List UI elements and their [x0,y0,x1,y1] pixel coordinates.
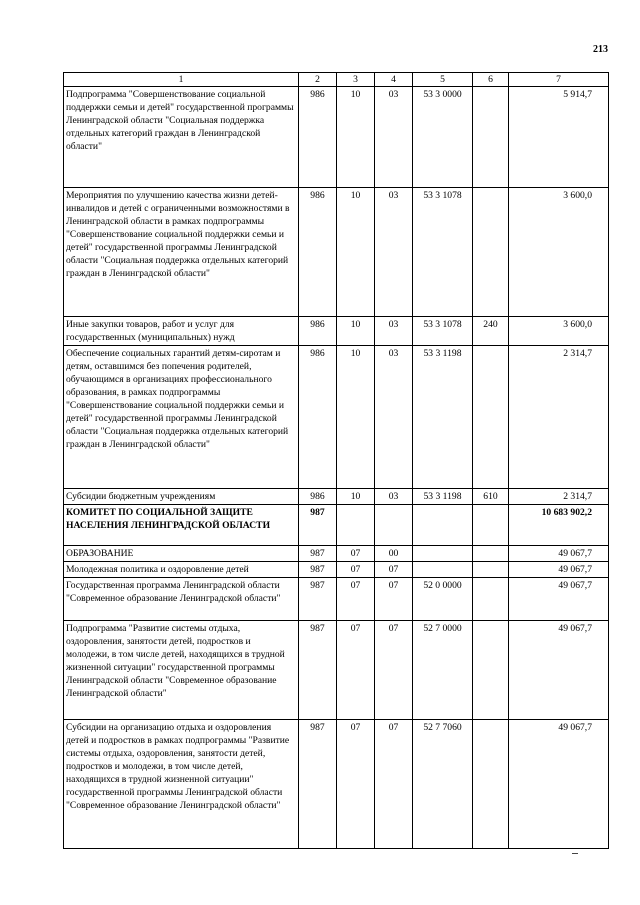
code-cell: 53 3 1078 [413,317,473,346]
column-header: 3 [337,73,375,87]
header-row [64,73,609,87]
code-cell [413,546,473,562]
table-row [64,87,609,188]
code-cell [337,505,375,546]
code-cell [473,87,509,188]
code-cell: 53 3 1198 [413,346,473,489]
row-name-cell: Субсидии на организацию отдыха и оздоровления детей и подростков в рамках подпрограммы "Развитие системы отдыха, оздоровления, занятости детей, подростков и молодежи, в том числе детей, находящихся в трудной жизненной ситуации" государственной программы Ленинградской области "Современное образование Ленинградской области" [64,720,299,849]
table-row [64,546,609,562]
code-cell [473,188,509,317]
code-cell [473,578,509,621]
column-header: 1 [64,73,299,87]
code-cell: 10 [337,346,375,489]
code-cell: 07 [337,621,375,720]
column-header: 7 [509,73,609,87]
code-cell: 07 [375,562,413,578]
amount-cell: 10 683 902,2 [509,505,609,546]
column-header: 6 [473,73,509,87]
amount-cell: 49 067,7 [509,562,609,578]
code-cell [473,562,509,578]
code-cell [375,505,413,546]
amount-cell: 5 914,7 [509,87,609,188]
code-cell: 987 [299,720,337,849]
code-cell: 07 [337,578,375,621]
code-cell: 986 [299,346,337,489]
amount-cell: 3 600,0 [509,188,609,317]
column-header: 5 [413,73,473,87]
code-cell: 03 [375,87,413,188]
table-row [64,505,609,546]
code-cell: 00 [375,546,413,562]
code-cell: 52 7 0000 [413,621,473,720]
column-header: 2 [299,73,337,87]
amount-cell: 49 067,7 [509,720,609,849]
row-name-cell: КОМИТЕТ ПО СОЦИАЛЬНОЙ ЗАЩИТЕ НАСЕЛЕНИЯ ЛЕНИНГРАДСКОЙ ОБЛАСТИ [64,505,299,546]
code-cell: 987 [299,546,337,562]
row-name-cell: Подпрограмма "Развитие системы отдыха, оздоровления, занятости детей, подростков и молодежи, в том числе детей, находящихся в трудной жизненной ситуации" государственной программы Ленинградской области "Современное образование Ленинградской области" [64,621,299,720]
table-row [64,346,609,489]
table-row [64,317,609,346]
row-name-cell: Молодежная политика и оздоровление детей [64,562,299,578]
code-cell: 07 [375,720,413,849]
code-cell: 987 [299,562,337,578]
code-cell: 610 [473,489,509,505]
code-cell: 10 [337,188,375,317]
code-cell [413,562,473,578]
code-cell: 53 3 1078 [413,188,473,317]
row-name-cell: Подпрограмма "Совершенствование социальной поддержки семьи и детей" государственной программы Ленинградской области "Социальная поддержка отдельных категорий граждан в Ленинградской области" [64,87,299,188]
code-cell: 07 [375,621,413,720]
code-cell: 07 [375,578,413,621]
row-name-cell: Государственная программа Ленинградской области "Современное образование Ленинградской области" [64,578,299,621]
code-cell: 10 [337,87,375,188]
code-cell: 03 [375,188,413,317]
budget-table [63,72,609,849]
code-cell: 987 [299,505,337,546]
code-cell [413,505,473,546]
code-cell: 986 [299,188,337,317]
row-name-cell: Мероприятия по улучшению качества жизни детей-инвалидов и детей с ограниченными возможностями в Ленинградской области в рамках подпрограммы "Совершенствование социальной поддержки семьи и детей" государственной программы Ленинградской области "Социальная поддержка отдельных категорий граждан в Ленинградской области" [64,188,299,317]
code-cell [473,546,509,562]
code-cell: 03 [375,317,413,346]
code-cell: 986 [299,317,337,346]
table-row [64,720,609,849]
code-cell [473,621,509,720]
row-name-cell: Иные закупки товаров, работ и услуг для государственных (муниципальных) нужд [64,317,299,346]
amount-cell: 49 067,7 [509,546,609,562]
code-cell: 240 [473,317,509,346]
amount-cell: 2 314,7 [509,489,609,505]
table-row [64,188,609,317]
row-name-cell: ОБРАЗОВАНИЕ [64,546,299,562]
table-row [64,562,609,578]
table-row [64,489,609,505]
page-number: 213 [593,44,608,55]
code-cell: 10 [337,317,375,346]
amount-cell: 3 600,0 [509,317,609,346]
scan-mark [572,853,578,854]
code-cell: 987 [299,578,337,621]
code-cell: 987 [299,621,337,720]
amount-cell: 49 067,7 [509,578,609,621]
code-cell: 52 7 7060 [413,720,473,849]
code-cell: 986 [299,489,337,505]
row-name-cell: Обеспечение социальных гарантий детям-сиротам и детям, оставшимся без попечения родителей, обучающимся в организациях профессионального образования, в рамках подпрограммы "Совершенствование социальной поддержки семьи и детей" государственной программы Ленинградской области "Социальная поддержка отдельных категорий граждан в Ленинградской области" [64,346,299,489]
code-cell: 986 [299,87,337,188]
code-cell: 07 [337,562,375,578]
code-cell: 53 3 1198 [413,489,473,505]
code-cell [473,720,509,849]
code-cell: 03 [375,346,413,489]
code-cell [473,505,509,546]
code-cell: 52 0 0000 [413,578,473,621]
code-cell: 10 [337,489,375,505]
code-cell [473,346,509,489]
column-header: 4 [375,73,413,87]
code-cell: 03 [375,489,413,505]
amount-cell: 49 067,7 [509,621,609,720]
code-cell: 53 3 0000 [413,87,473,188]
amount-cell: 2 314,7 [509,346,609,489]
table-row [64,578,609,621]
table-row [64,621,609,720]
code-cell: 07 [337,720,375,849]
code-cell: 07 [337,546,375,562]
row-name-cell: Субсидии бюджетным учреждениям [64,489,299,505]
